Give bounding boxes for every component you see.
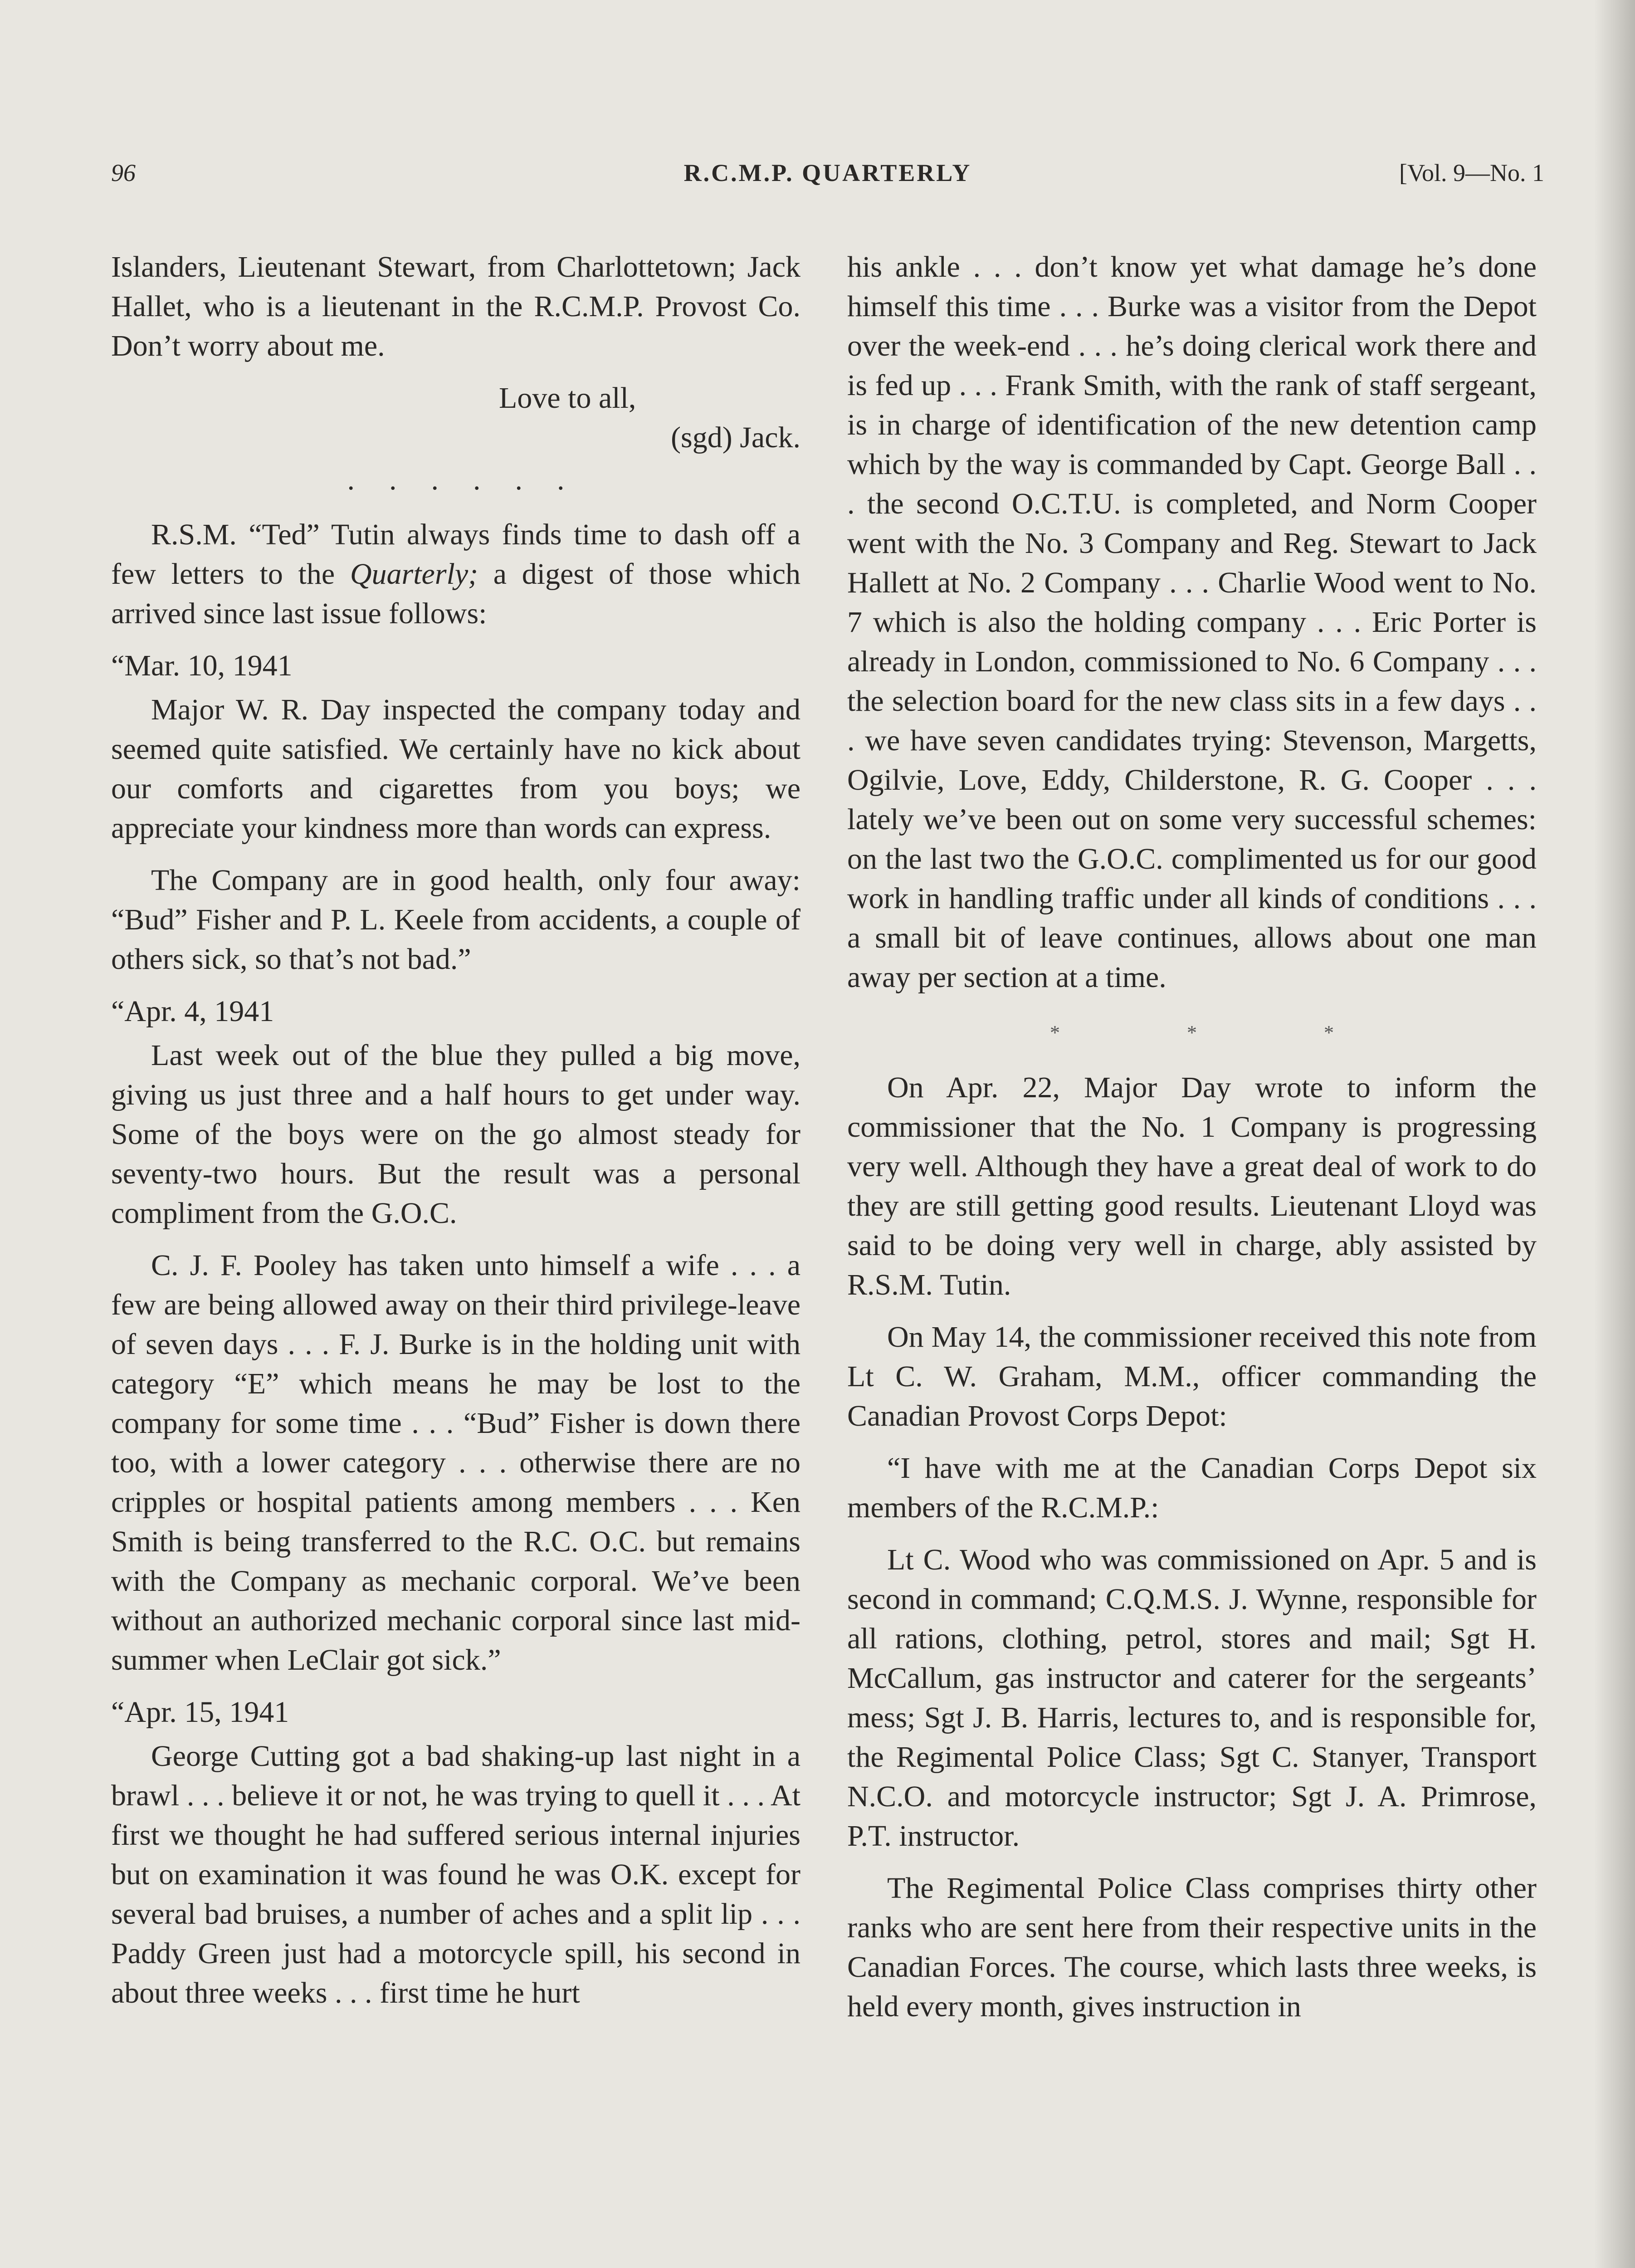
intro-paragraph: R.S.M. “Ted” Tutin always finds time to dash off a few letters to the Quarterly; a digest of those which arrived since last issue follows: (111, 518, 800, 630)
page-header (111, 159, 1544, 195)
paragraph-apr-22: On Apr. 22, Major Day wrote to inform the commissioner that the No. 1 Company is progressing very well. Although they have a great deal of work to do they are still getting good results. Lieutenant Lloyd was said to be doing very well in charge, ably assisted by R.S.M. Tutin. (847, 1071, 1537, 1301)
right-column (847, 247, 1537, 2039)
quarterly-title: Quarterly; (350, 557, 478, 591)
quote-paragraph-1: “I have with me at the Canadian Corps Depot six members of the R.C.M.P.: (847, 1452, 1537, 1524)
dateline-apr-15: “Apr. 15, 1941 (111, 1696, 289, 1729)
paragraph-mar-10-b: The Company are in good health, only four away: “Bud” Fisher and P. L. Keele from accidents, a couple of others sick, so that’s not bad.” (111, 864, 800, 976)
paragraph-police-class: The Regimental Police Class comprises thirty other ranks who are sent here from their respective units in the Canadian Forces. The course, which lasts three weeks, is held every month, gives instruction in (847, 1872, 1537, 2023)
page-edge-shadow (1594, 0, 1635, 2268)
dateline-apr-4: “Apr. 4, 1941 (111, 995, 274, 1028)
section-separator-stars: * * * (1050, 1022, 1334, 1044)
paragraph-apr-4-a: Last week out of the blue they pulled a big move, giving us just three and a half hours to get under way. Some of the boys were on the go almost steady for seventy-two hours. But the result was a personal compliment from the G.O.C. (111, 1039, 800, 1230)
journal-title: R.C.M.P. QUARTERLY (683, 159, 972, 186)
quote-paragraph-2: Lt C. Wood who was commissioned on Apr. 5 and is second in command; C.Q.M.S. J. Wynne, responsible for all rations, clothing, petrol, stores and mail; Sgt H. McCallum, gas instructor and caterer for the sergeants’ mess; Sgt J. B. Harris, lectures to, and is responsible for, the Regimental Police Class; Sgt C. Stanyer, Transport N.C.O. and motorcycle instructor; Sgt J. A. Primrose, P.T. instructor. (847, 1543, 1537, 1853)
section-separator-dots: . . . . . . (347, 463, 565, 496)
paragraph-apr-15: George Cutting got a bad shaking-up last night in a brawl . . . believe it or not, he was trying to quell it . . . At first we thought he had suffered serious internal injuries but on examination it was found he was O.K. except for several bad bruises, a number of aches and a split lip . . . Paddy Green just had a motorcycle spill, his second in about three weeks . . . first time he hurt (111, 1740, 800, 2009)
paragraph-may-14: On May 14, the commissioner received this note from Lt C. W. Graham, M.M., officer commanding the Canadian Provost Corps Depot: (847, 1320, 1537, 1432)
issue-label: [Vol. 9—No. 1 (1399, 159, 1544, 186)
paragraph-mar-10-a: Major W. R. Day inspected the company today and seemed quite satisfied. We certainly have no kick about our comforts and cigarettes from you boys; we appreciate your kindness more than words can express. (111, 693, 800, 845)
letter-closing: Love to all, (499, 381, 636, 415)
letter-closing-paragraph: Islanders, Lieutenant Stewart, from Charlottetown; Jack Hallet, who is a lieutenant in the R.C.M.P. Provost Co. Don’t worry about me. (111, 250, 800, 362)
paragraph-apr-4-b: C. J. F. Pooley has taken unto himself a wife . . . a few are being allowed away on their third privilege-leave of seven days . . . F. J. Burke is in the holding unit with category “E” which means he may be lost to the company for some time . . . “Bud” Fisher is down there too, with a lower category . . . otherwise there are no cripples or hospital patients among members . . . Ken Smith is being transferred to the R.C. O.C. but remains with the Company as mechanic corporal. We’ve been without an authorized mechanic corporal since last mid-summer when LeClair got sick.” (111, 1249, 800, 1677)
left-column (111, 247, 800, 2025)
dateline-mar-10: “Mar. 10, 1941 (111, 649, 293, 682)
paragraph-apr-15-continued: his ankle . . . don’t know yet what damage he’s done himself this time . . . Burke was a visitor from the Depot over the week-end . . . he’s doing clerical work there and is fed up . . . Frank Smith, with the rank of staff sergeant, is in charge of identification of the new detention camp which by the way is commanded by Capt. George Ball . . . the second O.C.T.U. is completed, and Norm Cooper went with the No. 3 Company and Reg. Stewart to Jack Hallett at No. 2 Company . . . Charlie Wood went to No. 7 which is also the holding company . . . Eric Porter is already in London, commissioned to No. 6 Company . . . the selection board for the new class sits in a few days . . . we have seven candidates trying: Stevenson, Margetts, Ogilvie, Love, Eddy, Childerstone, R. G. Cooper . . . lately we’ve been out on some very successful schemes: on the last two the G.O.C. complimented us for our good work in handling traffic under all kinds of conditions . . . a small bit of leave continues, allows about one man away per section at a time. (847, 250, 1537, 994)
page-number: 96 (111, 159, 136, 186)
letter-signature: (sgd) Jack. (671, 421, 800, 454)
